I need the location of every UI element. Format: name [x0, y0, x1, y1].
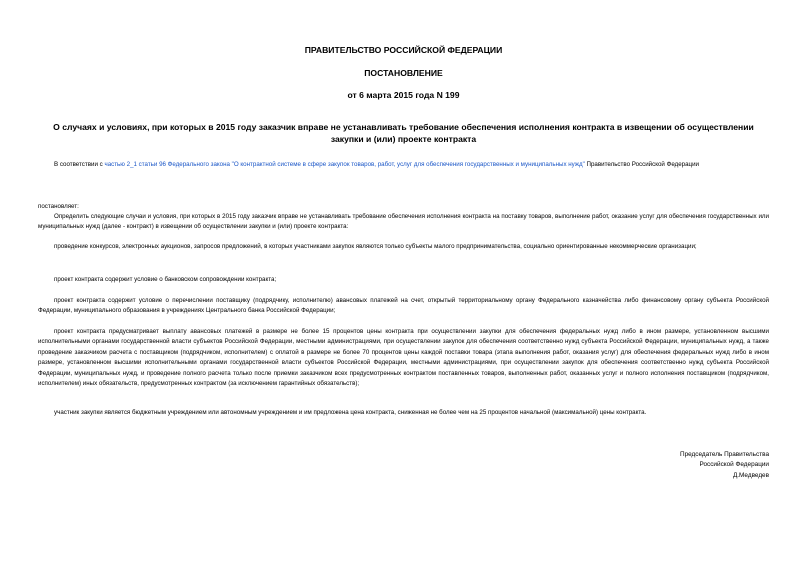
case-item-bank-support: проект контракта содержит условие о банковском сопровождении контракта; [54, 276, 277, 283]
document-title: О случаях и условиях, при которых в 2015 году заказчик вправе не устанавливать требование обеспечения исполнения контракта в извещении об осуществлении закупки и (или) проекте контракта [53, 122, 754, 144]
case-item-small-business: проведение конкурсов, электронных аукционов, запросов предложений, в которых участниками закупок являются только субъекты малого предпринимательства, социально ориентированные некоммерческие организации; [54, 243, 697, 250]
determine-paragraph: Определить следующие случаи и условия, при которых в 2015 году заказчик вправе не устанавливать требование обеспечения исполнения контракта на поставку товаров, выполнение работ, оказание услуг для обеспечения государственных или муниципальных нужд (далее - контракт) в извещении об осуществлении закупки и (или) проекте контракта: [38, 213, 769, 231]
document-type: ПОСТАНОВЛЕНИЕ [364, 68, 443, 78]
case-item-advance-payments: проект контракта предусматривает выплату авансовых платежей в размере не более 15 процентов цены контракта при осуществлении закупки для обеспечения федеральных нужд либо в ином размере, установленном высшими исполнительными органами государственной власти субъектов Российской Федерации, местными администрациями, при осуществлении закупок для обеспечения соответственно нужд субъекта Российской Федерации, муниципальных нужд, а также проведение заказчиком расчета с поставщиком (подрядчиком, исполнителем) с оплатой в размере не более 70 процентов цены каждой поставки товара (этапа выполнения работ, оказания услуг) для обеспечения федеральных нужд либо в ином размере, установленном высшими исполнительными органами государственной власти субъектов Российской Федерации, местными администрациями, при осуществлении закупок для обеспечения соответственно нужд субъекта Российской Федерации, муниципальных нужд, и проведение полного расчета только после приемки заказчиком всех предусмотренных контрактом поставленных товаров, выполненных работ, оказанных услуг и полного исполнения поставщиком (подрядчиком, исполнителем) иных обязательств, предусмотренных контрактом (за исключением гарантийных обязательств); [38, 328, 769, 388]
intro-suffix: Правительство Российской Федерации [584, 161, 700, 168]
signatory-country: Российской Федерации [699, 461, 769, 469]
federal-law-link[interactable]: частью 2_1 статьи 96 Федерального закона "О контрактной системе в сфере закупок товаров, работ, услуг для обеспечения государственных и муниципальных нужд" [104, 161, 585, 168]
intro-paragraph [38, 160, 769, 170]
intro-prefix: В соответствии с [54, 161, 105, 168]
issuing-authority: ПРАВИТЕЛЬСТВО РОССИЙСКОЙ ФЕДЕРАЦИИ [304, 45, 503, 55]
case-item-treasury-account: проект контракта содержит условие о перечислении поставщику (подрядчику, исполнителю) авансовых платежей на счет, открытый территориальному органу Федерального казначейства либо финансовому органу субъекта Российской Федерации, муниципального образования в учреждениях Центрального банка Российской Федерации; [38, 297, 769, 315]
signature-block [680, 450, 769, 481]
case-item-budget-institution: участник закупки является бюджетным учреждением или автономным учреждением и им предложена цена контракта, сниженная не более чем на 25 процентов начальной (максимальной) цены контракта. [54, 409, 647, 416]
resolves-word: постановляет: [38, 203, 79, 210]
signatory-name: Д.Медведев [732, 471, 769, 479]
document-date-number: от 6 марта 2015 года N 199 [347, 90, 460, 100]
signatory-position: Председатель Правительства [680, 451, 769, 458]
